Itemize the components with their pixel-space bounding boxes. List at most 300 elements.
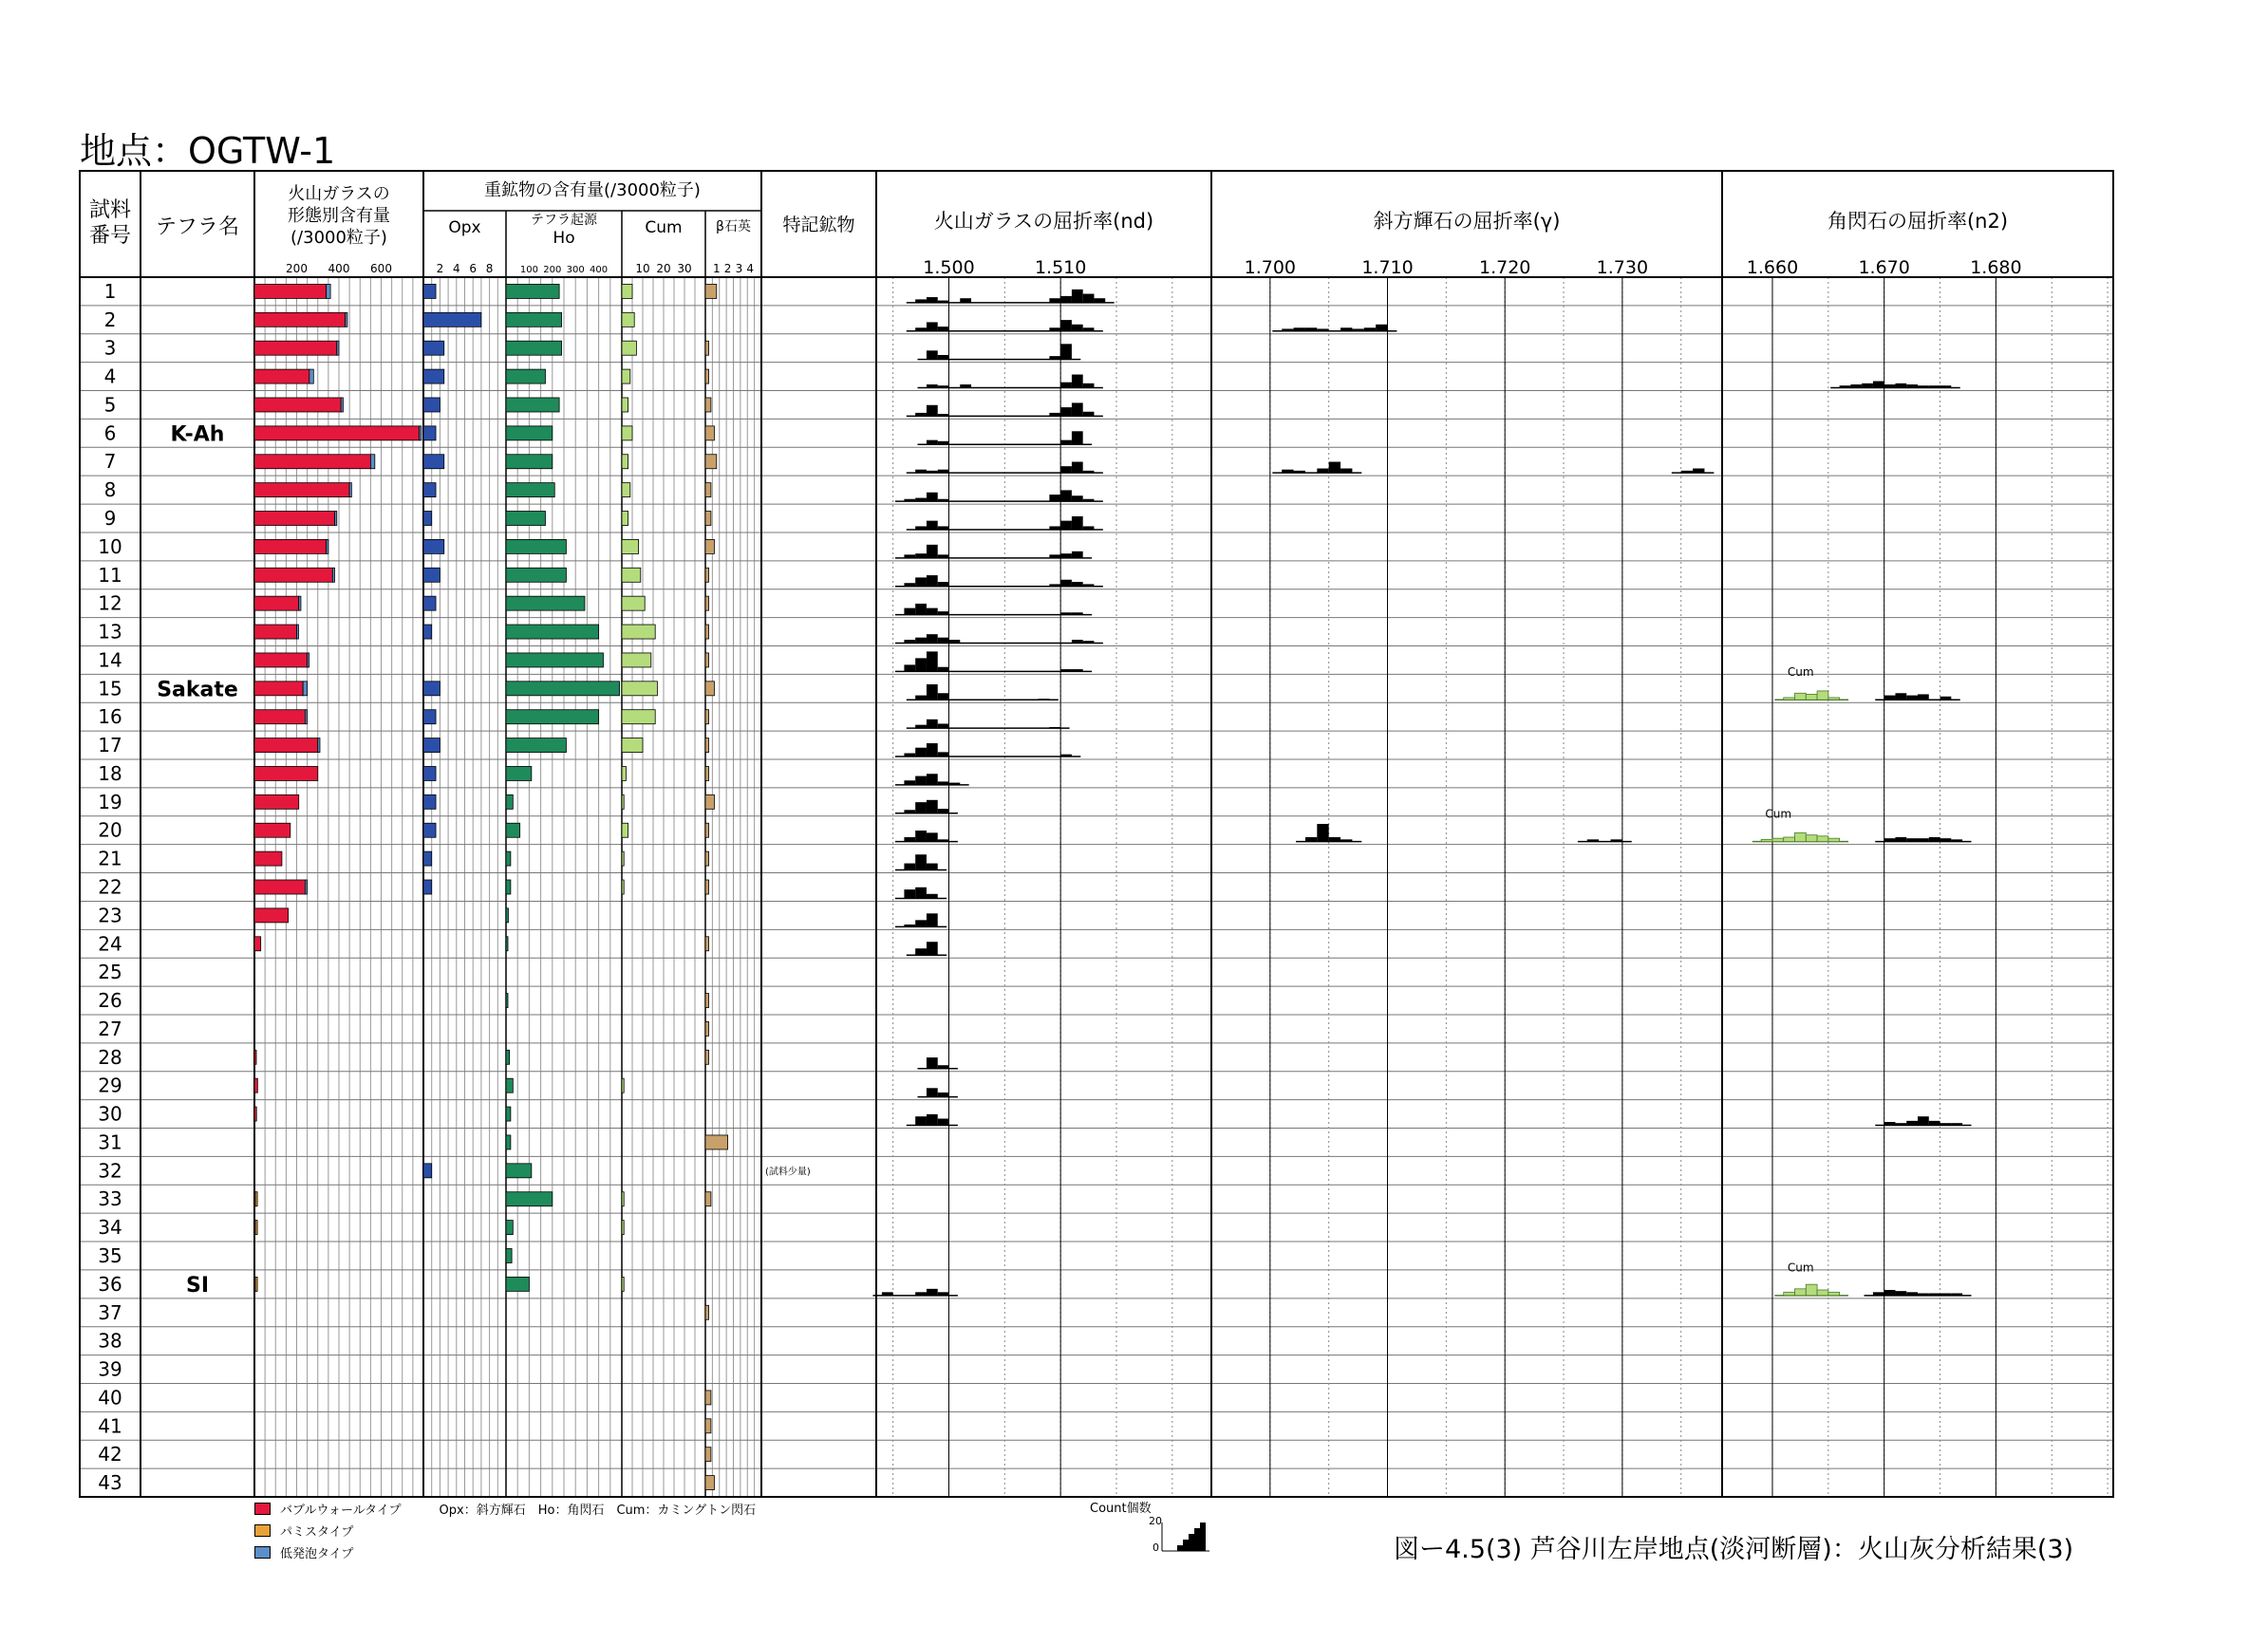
glass-ri-histogram-bar (1083, 294, 1095, 303)
ho-tick-label: 300 (566, 265, 585, 275)
beta-quartz-bar (705, 766, 709, 780)
cum-tick-label: 10 (635, 262, 650, 275)
ho-bar (506, 568, 566, 582)
ho-ri-cum-histogram-bar (1806, 1284, 1817, 1296)
cum-bar (622, 512, 628, 526)
beta-quartz-tick-label: 1 (712, 262, 721, 275)
glass-content-bar (254, 766, 318, 780)
header-opx: Opx (448, 218, 481, 237)
glass-ri-histogram-bar (1060, 296, 1072, 303)
glass-content-bar (254, 312, 346, 327)
ho-ri-histogram-bar (1929, 1121, 1940, 1126)
glass-ri-histogram-bar (938, 355, 949, 360)
glass-ri-histogram-bar (1060, 612, 1072, 614)
glass-ri-histogram-bar (927, 1088, 938, 1096)
glass-ri-histogram-bar (915, 413, 927, 416)
glass-ri-histogram-bar (1060, 521, 1072, 530)
glass-ri-histogram-bar (938, 752, 949, 757)
glass-ri-histogram-bar (1049, 356, 1060, 359)
glass-ri-histogram-bar (960, 298, 971, 303)
cum-bar (622, 880, 624, 894)
sample-number: 1 (103, 279, 117, 303)
glass-content-bar (254, 880, 305, 894)
sample-number: 10 (98, 534, 122, 558)
glass-ri-histogram-bar (915, 526, 927, 529)
glass-ri-histogram-bar (915, 696, 927, 701)
opx-tick-label: 4 (452, 262, 460, 275)
beta-quartz-bar (705, 794, 714, 809)
sample-number: 34 (98, 1216, 122, 1240)
header-cum: Cum (645, 218, 683, 237)
glass-content-bar (332, 568, 334, 582)
sample-number: 5 (103, 393, 117, 417)
ho-ri-cum-histogram-bar (1806, 835, 1817, 842)
opx-bar (423, 794, 436, 809)
ho-ri-histogram-bar (1840, 385, 1851, 387)
sample-number: 40 (98, 1386, 122, 1410)
glass-content-tick-label: 200 (286, 262, 308, 275)
glass-ri-histogram-bar (915, 577, 927, 586)
glass-content-bar (255, 1192, 257, 1206)
beta-quartz-bar (705, 284, 717, 298)
legend-pumice (254, 1520, 756, 1541)
ho-ri-histogram-bar (1940, 1123, 1952, 1125)
beta-quartz-bar (705, 539, 714, 553)
beta-quartz-bar (705, 1135, 728, 1149)
cum-bar (622, 653, 651, 667)
glass-ri-histogram-bar (938, 554, 949, 557)
sample-number: 24 (98, 932, 122, 956)
ho-ri-histogram-bar (1873, 1292, 1884, 1295)
glass-ri-histogram-bar (938, 582, 949, 587)
glass-ri-histogram-bar (927, 297, 938, 303)
glass-ri-histogram-bar (882, 1292, 893, 1295)
glass-content-tick-label: 600 (370, 262, 392, 275)
ho-ri-histogram-bar (1918, 694, 1929, 700)
glass-ri-histogram-bar (927, 322, 938, 330)
glass-ri-histogram-bar (915, 1116, 927, 1125)
glass-ri-histogram-bar (938, 470, 949, 473)
ho-bar (506, 1277, 529, 1291)
opx-ri-histogram-bar (1587, 839, 1599, 841)
glass-ri-histogram-bar (1072, 612, 1083, 614)
ho-ri-cum-histogram-label: Cum (1787, 664, 1814, 679)
cum-bar (622, 568, 641, 582)
glass-content-bar (303, 682, 307, 696)
glass-ri-histogram-bar (915, 470, 927, 473)
count-scale-bar (1177, 1545, 1183, 1551)
glass-ri-histogram-bar (904, 499, 915, 501)
sample-number: 19 (98, 790, 122, 813)
sample-number: 21 (98, 847, 122, 870)
glass-ri-histogram-bar (927, 800, 938, 813)
sample-number: 25 (98, 961, 122, 984)
glass-ri-histogram-bar (1083, 499, 1095, 501)
header-heavy-minerals: 重鉱物の含有量(/3000粒子) (484, 180, 701, 200)
sample-number: 17 (98, 734, 122, 757)
glass-ri-histogram-bar (938, 327, 949, 331)
glass-ri-histogram-bar (1060, 466, 1072, 473)
opx-ri-histogram-bar (1681, 471, 1693, 473)
ho-ri-cum-histogram-bar (1795, 1289, 1807, 1296)
glass-ri-histogram-bar (927, 350, 938, 359)
ho-ri-tick-label: 1.670 (1858, 257, 1910, 278)
glass-ri-histogram-bar (1083, 584, 1095, 586)
glass-ri-histogram-bar (904, 640, 915, 643)
opx-ri-tick-label: 1.720 (1478, 257, 1531, 278)
opx-ri-histogram-bar (1329, 837, 1340, 842)
glass-ri-histogram-bar (1060, 669, 1072, 671)
glass-ri-histogram-bar (938, 385, 949, 387)
glass-ri-histogram-bar (927, 575, 938, 587)
ho-bar (506, 994, 508, 1008)
opx-bar (423, 398, 440, 412)
glass-ri-histogram-bar (927, 774, 938, 785)
beta-quartz-bar (705, 851, 709, 866)
ho-ri-cum-histogram-bar (1817, 691, 1828, 700)
count-scale (1090, 1498, 1213, 1555)
sample-number: 41 (98, 1414, 122, 1438)
opx-ri-histogram-bar (1693, 469, 1704, 474)
glass-ri-histogram-bar (1060, 755, 1072, 757)
glass-ri-histogram-bar (927, 405, 938, 417)
cum-bar (622, 398, 628, 412)
ho-bar (506, 539, 566, 553)
beta-quartz-bar (705, 1192, 711, 1206)
opx-bar (423, 625, 432, 639)
ho-ri-tick-label: 1.660 (1746, 257, 1799, 278)
ho-ri-cum-histogram-bar (1761, 839, 1772, 841)
ho-ri-histogram-bar (1929, 837, 1940, 842)
header-sample-no: 番号 (88, 224, 132, 248)
sample-number: 4 (103, 364, 117, 388)
glass-ri-histogram-bar (915, 327, 927, 330)
glass-content-bar (318, 738, 320, 753)
beta-quartz-bar (705, 880, 709, 894)
glass-content-bar (254, 823, 291, 837)
ho-bar (506, 1078, 513, 1093)
ho-ri-histogram-bar (1929, 1293, 1940, 1295)
sample-number: 28 (98, 1045, 122, 1069)
opx-ri-histogram-bar (1282, 328, 1293, 330)
legend-pumice-label: パミスタイプ (280, 1525, 354, 1540)
glass-content-bar (254, 539, 327, 553)
count-scale-bar (1194, 1528, 1200, 1551)
ho-ri-histogram-bar (1862, 383, 1873, 388)
count-scale-bar (1189, 1534, 1194, 1551)
beta-quartz-tick-label: 4 (746, 262, 755, 275)
cum-tick-label: 20 (656, 262, 671, 275)
glass-ri-histogram-bar (915, 948, 927, 955)
glass-ri-histogram-bar (904, 810, 915, 813)
glass-ri-histogram-bar (938, 499, 949, 501)
glass-ri-histogram-bar (938, 414, 949, 416)
glass-ri-histogram-bar (927, 651, 938, 671)
ho-ri-cum-histogram-bar (1795, 693, 1807, 700)
glass-content-bar (327, 284, 330, 298)
beta-quartz-bar (705, 1305, 709, 1319)
glass-ri-histogram-bar (1094, 298, 1105, 303)
glass-ri-histogram-bar (938, 526, 949, 529)
glass-ri-histogram-bar (1060, 553, 1072, 558)
glass-ri-histogram-bar (915, 604, 927, 615)
glass-ri-histogram-bar (938, 638, 949, 644)
beta-quartz-bar (705, 625, 709, 639)
beta-quartz-bar (705, 455, 717, 469)
cum-bar (622, 539, 639, 553)
glass-ri-histogram-bar (938, 301, 949, 303)
beta-quartz-bar (705, 568, 709, 582)
ho-bar (506, 483, 554, 497)
glass-ri-histogram-bar (927, 521, 938, 530)
ho-ri-histogram-bar (1940, 385, 1952, 387)
beta-quartz-bar (705, 512, 711, 526)
opx-bar (423, 738, 440, 753)
opx-bar (423, 539, 444, 553)
ho-bar (506, 1192, 553, 1206)
glass-content-bar (254, 455, 370, 469)
sample-number: 20 (98, 818, 122, 842)
beta-quartz-bar (705, 398, 711, 412)
glass-ri-histogram-bar (1072, 290, 1083, 303)
glass-ri-histogram-bar (915, 854, 927, 869)
sample-note: (試料少量) (765, 1167, 811, 1178)
sample-number: 35 (98, 1243, 122, 1267)
beta-quartz-bar (705, 596, 709, 610)
opx-ri-tick-label: 1.730 (1596, 257, 1649, 278)
glass-ri-histogram-bar (1083, 471, 1095, 473)
cum-bar (622, 823, 628, 837)
sample-number: 33 (98, 1187, 122, 1211)
glass-ri-histogram-bar (1072, 462, 1083, 474)
glass-ri-histogram-bar (1083, 526, 1095, 529)
ho-ri-histogram-bar (1850, 384, 1862, 387)
glass-ri-histogram-bar (904, 837, 915, 842)
sample-number: 43 (98, 1471, 122, 1495)
glass-ri-histogram-bar (915, 638, 927, 644)
count-scale-bar (1183, 1540, 1189, 1551)
glass-ri-histogram-bar (915, 748, 927, 757)
sample-number: 39 (98, 1357, 122, 1381)
glass-ri-histogram-bar (927, 384, 938, 387)
header-tephra-name: テフラ名 (155, 215, 240, 239)
header-beta-quartz: β石英 (716, 219, 751, 234)
glass-ri-histogram-bar (1049, 526, 1060, 529)
sample-number: 15 (98, 677, 122, 701)
ho-bar (506, 455, 553, 469)
beta-quartz-tick-label: 3 (735, 262, 743, 275)
sample-number: 3 (103, 336, 117, 360)
glass-ri-histogram-bar (1083, 641, 1095, 643)
opx-ri-histogram-bar (1305, 327, 1317, 330)
glass-content-bar (254, 738, 318, 753)
glass-content-bar (254, 653, 308, 667)
glass-content-bar (254, 625, 297, 639)
glass-content-bar (254, 851, 282, 866)
header-opx-ri: 斜方輝石の屈折率(γ) (1373, 210, 1561, 233)
legend-low-vesicular (254, 1541, 756, 1563)
ho-bar (506, 312, 562, 327)
opx-ri-histogram-bar (1305, 837, 1317, 842)
opx-ri-histogram-bar (1340, 839, 1352, 841)
glass-content-bar (308, 653, 309, 667)
sample-number: 38 (98, 1329, 122, 1353)
glass-ri-histogram-bar (938, 1292, 949, 1295)
ho-ri-cum-histogram-bar (1795, 832, 1807, 841)
glass-ri-histogram-bar (1072, 325, 1083, 331)
ho-ri-cum-histogram-bar (1806, 694, 1817, 700)
opx-bar (423, 851, 432, 866)
glass-ri-histogram-bar (904, 754, 915, 757)
legend (254, 1498, 756, 1563)
sample-number: 2 (103, 308, 117, 331)
cum-bar (622, 341, 636, 355)
ho-ri-cum-histogram-bar (1828, 698, 1840, 700)
ho-ri-histogram-bar (1884, 1122, 1896, 1125)
glass-ri-histogram-bar (915, 299, 927, 302)
ho-ri-histogram-bar (1906, 838, 1918, 841)
glass-ri-histogram-bar (904, 864, 915, 870)
glass-ri-histogram-bar (938, 839, 949, 841)
beta-quartz-bar (705, 1391, 711, 1405)
opx-ri-histogram-bar (1317, 328, 1328, 330)
opx-ri-histogram-bar (1340, 469, 1352, 474)
glass-content-bar (254, 682, 303, 696)
sample-number: 23 (98, 904, 122, 927)
glass-content-bar (254, 483, 349, 497)
ho-ri-histogram-bar (1895, 383, 1906, 388)
glass-content-bar (335, 512, 337, 526)
glass-ri-histogram-bar (1060, 580, 1072, 587)
ho-ri-cum-histogram-bar (1784, 698, 1795, 700)
cum-bar (622, 1221, 624, 1235)
glass-ri-histogram-bar (927, 719, 938, 728)
glass-ri-histogram-bar (927, 545, 938, 558)
ho-bar (506, 1107, 511, 1121)
glass-ri-histogram-bar (915, 802, 927, 813)
sample-number: 11 (98, 563, 122, 587)
header-ho: テフラ起源 (531, 213, 597, 228)
ho-ri-cum-histogram-bar (1784, 837, 1795, 842)
opx-ri-histogram-bar (1294, 471, 1305, 473)
glass-ri-histogram-bar (938, 1119, 949, 1126)
glass-content-bar (255, 1277, 257, 1291)
cum-bar (622, 483, 630, 497)
glass-content-bar (254, 512, 335, 526)
glass-content-bar (254, 908, 289, 923)
header-glass-ri: 火山ガラスの屈折率(nd) (933, 210, 1154, 233)
glass-ri-histogram-bar (915, 920, 927, 926)
glass-ri-histogram-bar (1072, 431, 1083, 444)
glass-content-bar (305, 710, 307, 724)
count-scale-graphic (1090, 1498, 1213, 1555)
ho-ri-histogram-bar (1918, 1293, 1929, 1295)
ho-bar (506, 1164, 532, 1178)
ho-bar (506, 937, 508, 951)
glass-content-bar (254, 710, 305, 724)
opx-bar (423, 682, 440, 696)
cum-tick-label: 30 (677, 262, 692, 275)
glass-ri-histogram-bar (915, 725, 927, 728)
count-scale-max: 20 (1149, 1515, 1162, 1527)
glass-ri-histogram-bar (938, 809, 949, 813)
glass-ri-histogram-bar (1049, 727, 1060, 728)
opx-ri-histogram-bar (1340, 327, 1352, 330)
glass-ri-histogram-bar (927, 1057, 938, 1069)
glass-ri-histogram-bar (1083, 412, 1095, 417)
glass-ri-histogram-bar (904, 925, 915, 926)
opx-ri-histogram-bar (1329, 462, 1340, 474)
opx-bar (423, 596, 436, 610)
glass-ri-histogram-bar (927, 913, 938, 926)
ho-ri-histogram-bar (1906, 696, 1918, 701)
sample-number: 9 (103, 507, 117, 531)
glass-ri-histogram-bar (927, 471, 938, 473)
ho-ri-histogram-bar (1951, 1293, 1962, 1295)
low-vesicular-swatch (254, 1546, 271, 1559)
ho-ri-histogram-bar (1884, 1290, 1896, 1296)
ho-bar (506, 653, 603, 667)
glass-ri-histogram-bar (1072, 669, 1083, 671)
glass-content-bar (254, 1078, 257, 1093)
opx-ri-histogram-bar (1294, 327, 1305, 330)
tephra-label: SI (185, 1273, 210, 1298)
ho-bar (506, 426, 553, 440)
opx-bar (423, 880, 432, 894)
cum-bar (622, 455, 628, 469)
glass-ri-histogram-bar (1049, 327, 1060, 330)
count-scale-label: Count個数 (1090, 1502, 1152, 1516)
ho-ri-histogram-bar (1873, 382, 1884, 388)
opx-ri-histogram-bar (1364, 327, 1376, 330)
sample-number: 29 (98, 1074, 122, 1097)
cum-bar (622, 851, 624, 866)
glass-content-bar (299, 596, 301, 610)
beta-quartz-bar (705, 937, 709, 951)
opx-bar (423, 512, 432, 526)
glass-content-bar (305, 880, 307, 894)
glass-ri-histogram-bar (1060, 320, 1072, 331)
cum-bar (622, 284, 632, 298)
legend-bubble-wall (254, 1498, 756, 1520)
sample-number: 37 (98, 1300, 122, 1324)
cum-bar (622, 312, 634, 327)
glass-content-bar (254, 1107, 256, 1121)
ho-ri-histogram-bar (1951, 839, 1962, 841)
ho-ri-histogram-bar (1918, 385, 1929, 387)
header-ho: Ho (553, 229, 575, 248)
glass-ri-histogram-bar (927, 864, 938, 870)
bubble-wall-swatch (254, 1503, 271, 1515)
beta-quartz-bar (705, 426, 714, 440)
pumice-swatch (254, 1524, 271, 1537)
cum-bar (622, 1277, 624, 1291)
opx-bar (423, 710, 436, 724)
ho-bar (506, 710, 599, 724)
sample-number: 22 (98, 875, 122, 899)
header-glass-content: (/3000粒子) (291, 228, 387, 248)
glass-ri-histogram-bar (915, 553, 927, 558)
glass-ri-histogram-bar (1060, 383, 1072, 388)
ho-ri-histogram-bar (1895, 1123, 1906, 1125)
beta-quartz-bar (705, 738, 709, 753)
opx-bar (423, 341, 444, 355)
legend-low-vesicular-label: 低発泡タイプ (280, 1547, 354, 1561)
ho-ri-cum-histogram-label: Cum (1787, 1261, 1814, 1275)
glass-ri-histogram-bar (915, 658, 927, 671)
glass-ri-histogram-bar (927, 942, 938, 955)
ho-bar (506, 1221, 513, 1235)
